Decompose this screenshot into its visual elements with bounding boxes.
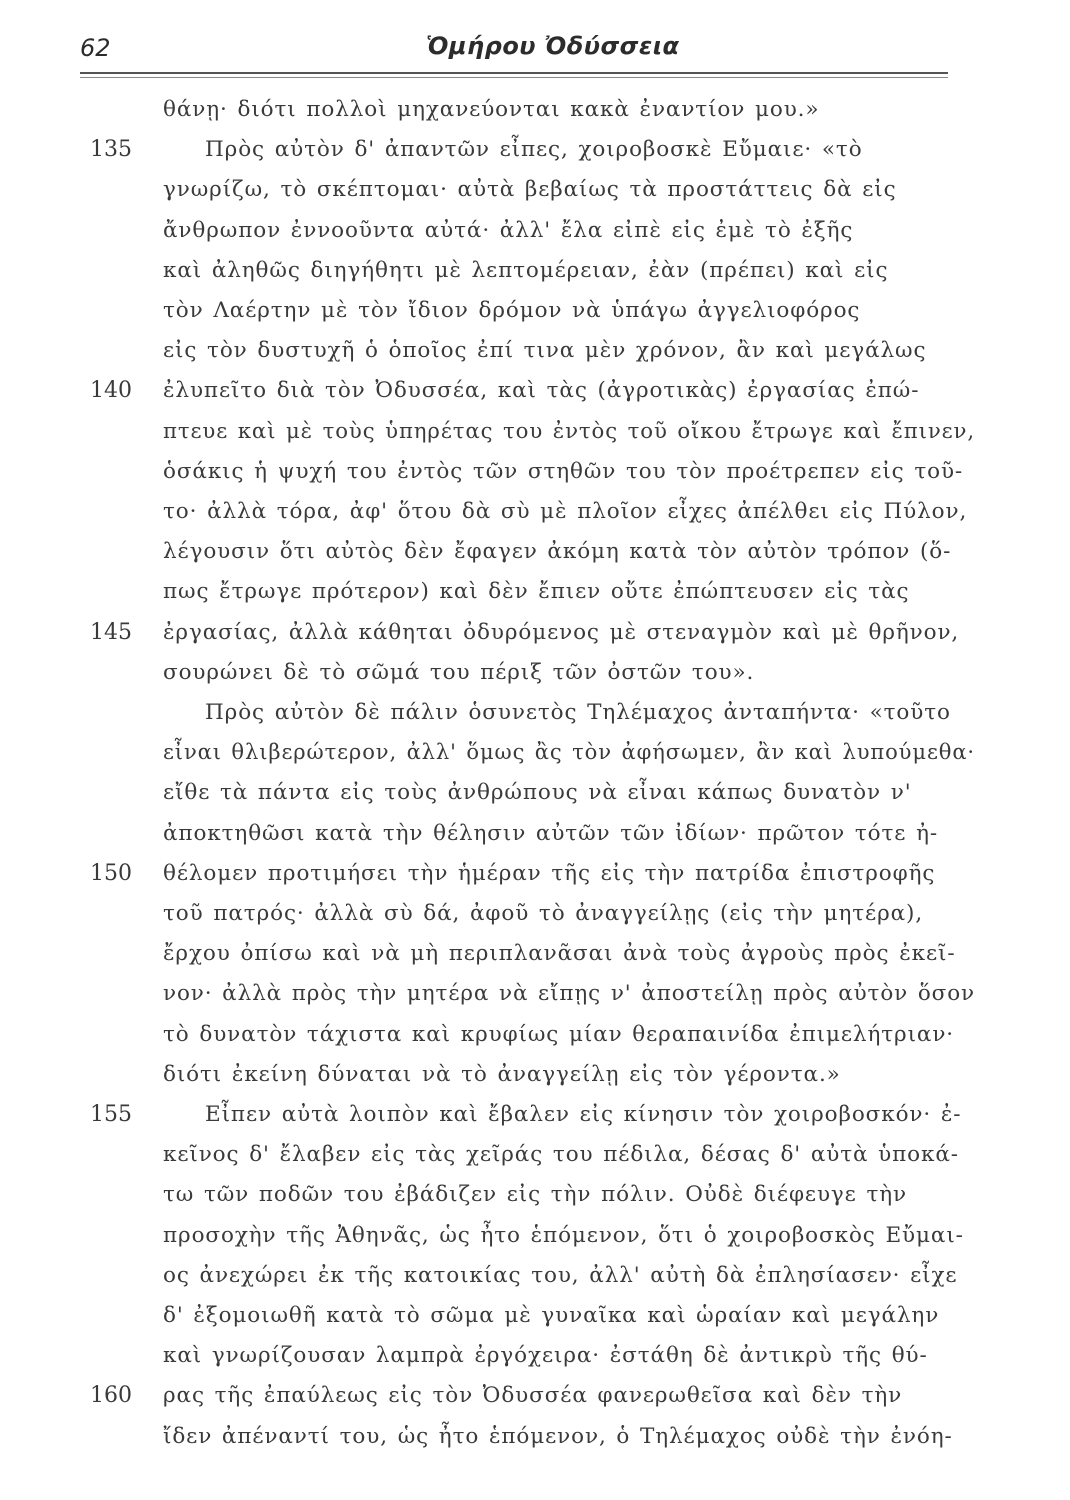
text-line: εἴθε τὰ πάντα εἰς τοὺς ἀνθρώπους νὰ εἶναι κάπως δυνατὸν ν' [163,780,912,805]
page-number: 62 [80,34,111,62]
text-line: νον· ἀλλὰ πρὸς τὴν μητέρα νὰ εἴπῃς ν' ἀποστείλῃ πρὸς αὐτὸν ὅσον [163,981,976,1006]
text-line: ἄνθρωπον ἐννοοῦντα αὐτά· ἀλλ' ἔλα εἰπὲ εἰς ἐμὲ τὸ ἐξῆς [163,218,854,243]
text-line: ρας τῆς ἐπαύλεως εἰς τὸν Ὀδυσσέα φανερωθεῖσα καὶ δὲν τὴν [163,1383,903,1408]
text-line: τὸ δυνατὸν τάχιστα καὶ κρυφίως μίαν θεραπαινίδα ἐπιμελήτριαν· [163,1022,955,1047]
text-line: πως ἔτρωγε πρότερον) καὶ δὲν ἔπιεν οὔτε ἐπώπτευσεν εἰς τὰς [163,579,910,604]
text-line: καὶ ἀληθῶς διηγήθητι μὲ λεπτομέρειαν, ἐὰν (πρέπει) καὶ εἰς [163,258,889,283]
text-line: ἀποκτηθῶσι κατὰ τὴν θέλησιν αὐτῶν τῶν ἰδίων· πρῶτον τότε ἠ- [163,821,939,846]
text-line: διότι ἐκείνη δύναται νὰ τὸ ἀναγγείλῃ εἰς τὸν γέροντα.» [163,1062,841,1087]
verse-number-135: 135 [90,137,132,162]
verse-number-140: 140 [90,378,132,403]
page-header [80,30,948,74]
text-line: θάνῃ· διότι πολλοὶ μηχανεύονται κακὰ ἐναντίον μου.» [163,97,820,122]
text-line: ἐργασίας, ἀλλὰ κάθηται ὀδυρόμενος μὲ στεναγμὸν καὶ μὲ θρῆνον, [163,620,960,645]
verse-number-155: 155 [90,1102,132,1127]
text-line: λέγουσιν ὅτι αὐτὸς δὲν ἔφαγεν ἀκόμη κατὰ τὸν αὐτὸν τρόπον (ὅ- [163,539,952,564]
header-rule-thin [80,77,948,78]
text-line: ἴδεν ἀπέναντί του, ὡς ἦτο ἑπόμενον, ὁ Τηλέμαχος οὐδὲ τὴν ἐνόη- [163,1424,953,1449]
text-line: τω τῶν ποδῶν του ἐβάδιζεν εἰς τὴν πόλιν. Οὐδὲ διέφευγε τὴν [163,1182,907,1207]
text-line: ὁσάκις ἡ ψυχή του ἐντὸς τῶν στηθῶν του τὸν προέτρεπεν εἰς τοῦ- [163,459,964,484]
text-line: τοῦ πατρός· ἀλλὰ σὺ δά, ἀφοῦ τὸ ἀναγγείλῃς (εἰς τὴν μητέρα), [163,901,924,926]
text-line: θέλομεν προτιμήσει τὴν ἡμέραν τῆς εἰς τὴν πατρίδα ἐπιστροφῆς [163,861,936,886]
verse-number-160: 160 [90,1383,132,1408]
text-line: κεῖνος δ' ἔλαβεν εἰς τὰς χεῖράς του πέδιλα, δέσας δ' αὐτὰ ὑποκά- [163,1142,959,1167]
text-line: Πρὸς αὐτὸν δὲ πάλιν ὁσυνετὸς Τηλέμαχος ἀνταπήντα· «τοῦτο [205,700,951,725]
verse-number-145: 145 [90,620,132,645]
text-line: ἔρχου ὀπίσω καὶ νὰ μὴ περιπλανᾶσαι ἀνὰ τοὺς ἀγροὺς πρὸς ἐκεῖ- [163,941,956,966]
text-line: ος ἀνεχώρει ἐκ τῆς κατοικίας του, ἀλλ' αὐτὴ δὰ ἐπλησίασεν· εἶχε [163,1263,958,1288]
text-line: πτευε καὶ μὲ τοὺς ὑπηρέτας του ἐντὸς τοῦ οἴκου ἔτρωγε καὶ ἔπινεν, [163,419,976,444]
text-line: γνωρίζω, τὸ σκέπτομαι· αὐτὰ βεβαίως τὰ προστάττεις δὰ εἰς [163,177,897,202]
text-line: καὶ γνωρίζουσαν λαμπρὰ ἐργόχειρα· ἐστάθη δὲ ἀντικρὺ τῆς θύ- [163,1343,928,1368]
text-line: προσοχὴν τῆς Ἀθηνᾶς, ὡς ἦτο ἑπόμενον, ὅτι ὁ χοιροβοσκὸς Εὔμαι- [163,1223,964,1248]
verse-number-150: 150 [90,861,132,886]
text-line: Πρὸς αὐτὸν δ' ἀπαντῶν εἶπες, χοιροβοσκὲ Εὔμαιε· «τὸ [205,137,863,162]
text-line: σουρώνει δὲ τὸ σῶμά του πέριξ τῶν ὀστῶν του». [163,660,755,685]
header-rule [80,72,948,74]
text-line: Εἶπεν αὐτὰ λοιπὸν καὶ ἔβαλεν εἰς κίνησιν τὸν χοιροβοσκόν· ἐ- [205,1102,962,1127]
text-line: ἐλυπεῖτο διὰ τὸν Ὀδυσσέα, καὶ τὰς (ἀγροτικὰς) ἐργασίας ἐπώ- [163,378,920,403]
text-line: δ' ἐξομοιωθῆ κατὰ τὸ σῶμα μὲ γυναῖκα καὶ ὡραίαν καὶ μεγάλην [163,1303,940,1328]
text-line: τὸν Λαέρτην μὲ τὸν ἴδιον δρόμον νὰ ὑπάγω ἀγγελιοφόρος [163,298,861,323]
running-title: Ὁμήρου Ὀδύσσεια [426,32,680,60]
text-line: το· ἀλλὰ τόρα, ἀφ' ὅτου δὰ σὺ μὲ πλοῖον εἶχες ἀπέλθει εἰς Πύλον, [163,499,968,524]
text-line: εἰς τὸν δυστυχῆ ὁ ὁποῖος ἐπί τινα μὲν χρόνον, ἂν καὶ μεγάλως [163,338,927,363]
text-line: εἶναι θλιβερώτερον, ἀλλ' ὅμως ἂς τὸν ἀφήσωμεν, ἂν καὶ λυπούμεθα· [163,740,976,765]
